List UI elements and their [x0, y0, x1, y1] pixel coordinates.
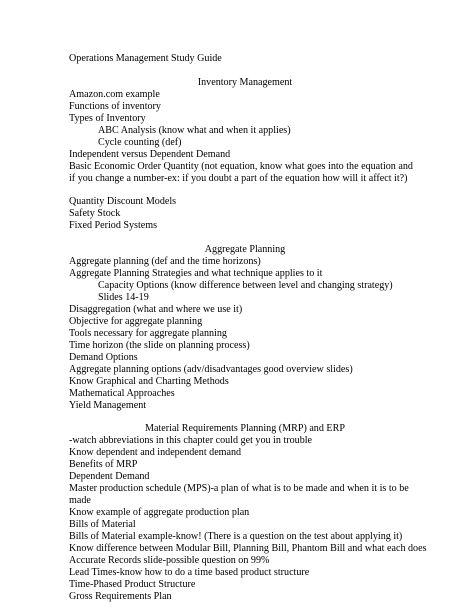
list-item: Aggregate Planning Strategies and what technique applies to it: [69, 268, 323, 280]
list-item: Benefits of MRP: [69, 459, 138, 471]
list-item: Yield Management: [69, 399, 147, 411]
list-item: Know example of aggregate production plan: [69, 507, 250, 519]
spacer: [69, 184, 421, 196]
list-item: Aggregate planning (def and the time horizons): [69, 256, 261, 268]
document-title: Operations Management Study Guide: [69, 53, 222, 64]
list-item: Know Graphical and Charting Methods: [69, 375, 229, 387]
list-item: Independent versus Dependent Demand: [69, 148, 231, 160]
list-item: Quantity Discount Models: [69, 196, 177, 208]
list-item: ABC Analysis (know what and when it applies): [98, 124, 291, 136]
list-item: Bills of Material: [69, 519, 136, 531]
list-item: Time horizon (the slide on planning process): [69, 339, 250, 351]
list-item: Objective for aggregate planning: [69, 315, 203, 327]
spacer: [69, 232, 421, 244]
list-item: Basic Economic Order Quantity (not equation, know what goes into the equation and if you change a number-ex: if you doubt a part of the equation how will it affect it?): [69, 160, 413, 184]
list-item: Fixed Period Systems: [69, 220, 158, 232]
list-item: Amazon.com example: [69, 88, 160, 100]
list-item: Types of Inventory: [69, 112, 146, 124]
section-heading-inventory: Inventory Management: [197, 76, 293, 88]
section-heading-aggregate-planning: Aggregate Planning: [204, 244, 286, 256]
list-item: Know dependent and independent demand: [69, 447, 242, 459]
list-item: Slides 14-19: [98, 292, 149, 304]
list-item: Master production schedule (MPS)-a plan of what is to be made and when it is to be made: [69, 483, 409, 507]
section-heading-mrp-erp: Material Requirements Planning (MRP) and ERP: [145, 423, 345, 435]
list-item: Mathematical Approaches: [69, 387, 175, 399]
list-item: Capacity Options (know difference between level and changing strategy): [98, 280, 393, 292]
list-item: -watch abbreviations in this chapter could get you in trouble: [69, 435, 313, 447]
list-item: Disaggregation (what and where we use it): [69, 303, 243, 315]
list-item: Time-Phased Product Structure: [69, 578, 196, 590]
list-item: Dependent Demand: [69, 471, 150, 483]
list-item: Lead Times-know how to do a time based product structure: [69, 566, 310, 578]
list-item: Functions of inventory: [69, 100, 161, 112]
spacer: [69, 412, 421, 424]
list-item: Bills of Material example-know! (There is a question on the test about applying it): [69, 531, 403, 543]
spacer: [69, 65, 421, 77]
document-body: [69, 53, 427, 603]
list-item: Gross Requirements Plan: [69, 590, 172, 602]
list-item: Safety Stock: [69, 208, 121, 220]
list-item: Aggregate planning options (adv/disadvantages good overview slides): [69, 363, 353, 375]
list-item: Accurate Records slide-possible question on 99%: [69, 554, 270, 566]
list-item: Know difference between Modular Bill, Planning Bill, Phantom Bill and what each does: [69, 543, 427, 555]
list-item: Cycle counting (def): [98, 136, 182, 148]
list-item: Demand Options: [69, 351, 138, 363]
list-item: Tools necessary for aggregate planning: [69, 327, 227, 339]
